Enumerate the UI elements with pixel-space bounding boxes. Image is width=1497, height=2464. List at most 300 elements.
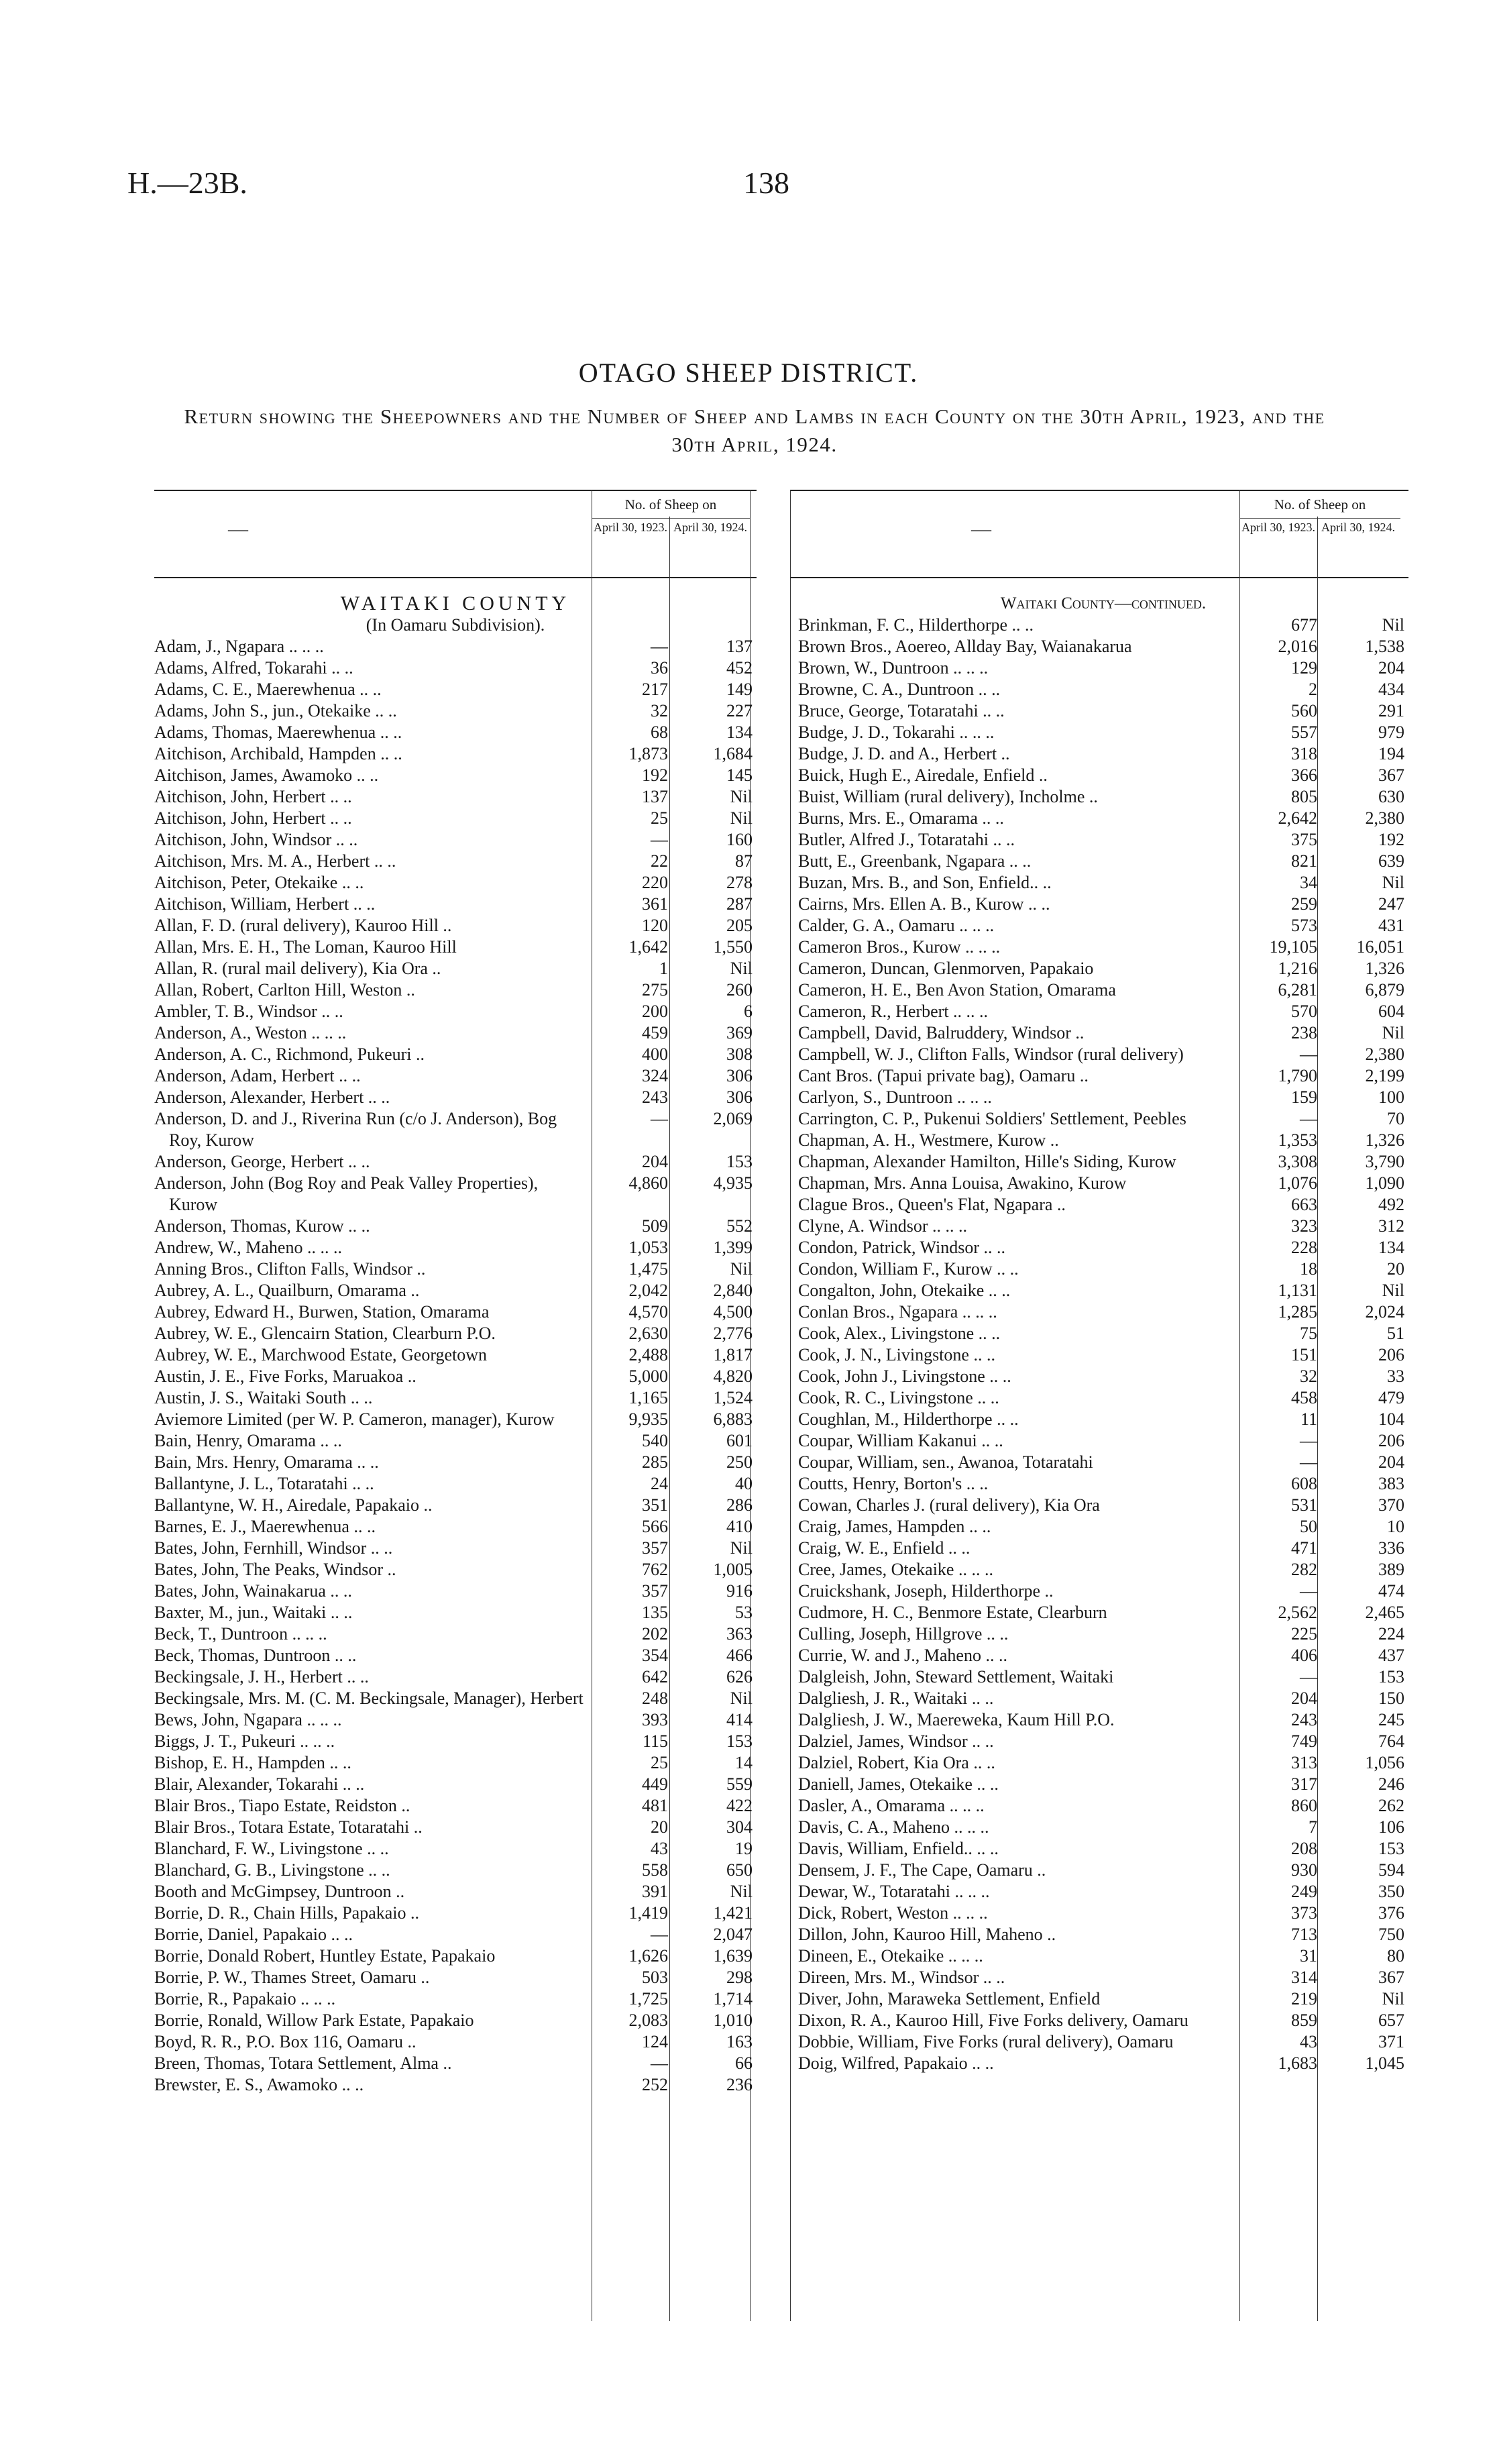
sheep-1923: 6,281 <box>1278 980 1317 1000</box>
table-row <box>798 1151 1408 1173</box>
owner-name: Dixon, R. A., Kauroo Hill, Five Forks delivery, Oamaru <box>798 2011 1188 2030</box>
table-row <box>154 1881 757 1903</box>
owner-name: Condon, Patrick, Windsor .. .. <box>798 1238 1006 1257</box>
sheep-1924: 626 <box>726 1667 753 1686</box>
table-row <box>154 1903 757 1924</box>
owner-name: Borrie, Daniel, Papakaio .. .. <box>154 1925 353 1944</box>
sheep-1923: 1,053 <box>628 1238 668 1257</box>
table-row <box>154 851 757 872</box>
sheep-1923: 1,475 <box>628 1259 668 1279</box>
sheep-1924: 100 <box>1378 1087 1404 1107</box>
sheep-1923: 481 <box>642 1796 668 1815</box>
table-row <box>798 1237 1408 1258</box>
table-row <box>798 1516 1408 1538</box>
sheep-1923: 220 <box>642 873 668 892</box>
owner-name: Aitchison, James, Awamoko .. .. <box>154 765 379 785</box>
sheep-1923: 159 <box>1291 1087 1317 1107</box>
owner-name: Coupar, William, sen., Awanoa, Totaratahi <box>798 1452 1093 1472</box>
table-row <box>798 1688 1408 1709</box>
table-row <box>798 894 1408 915</box>
owner-name: Aitchison, John, Windsor .. .. <box>154 830 358 849</box>
table-row <box>154 657 757 679</box>
table-row <box>154 765 757 786</box>
sheep-1923: — <box>651 637 668 656</box>
sheep-1924: Nil <box>1382 873 1404 892</box>
return-subtitle: Return showing the Sheepowners and the Number of Sheep and Lambs in each County on the 30th April, 1923, and the 30th April, 1924. <box>184 405 1325 456</box>
sheep-1923: 43 <box>651 1839 668 1858</box>
sheep-1923: 248 <box>642 1689 668 1708</box>
sheep-1923: 642 <box>642 1667 668 1686</box>
sheep-1924: Nil <box>1382 1023 1404 1042</box>
header-sheep-on: No. of Sheep on <box>592 491 750 519</box>
sheep-1924: 192 <box>1378 830 1404 849</box>
table-row <box>154 1559 757 1581</box>
owner-name: Aitchison, Peter, Otekaike .. .. <box>154 873 364 892</box>
sheep-1924: 16,051 <box>1356 937 1404 957</box>
table-row <box>154 958 757 979</box>
owner-name: Buzan, Mrs. B., and Son, Enfield.. .. <box>798 873 1052 892</box>
sheep-1923: 317 <box>1291 1774 1317 1794</box>
sheep-1924: 14 <box>735 1753 753 1772</box>
owner-name: Calder, G. A., Oamaru .. .. .. <box>798 916 995 935</box>
table-row <box>798 722 1408 743</box>
owner-name: Anderson, Thomas, Kurow .. .. <box>154 1216 370 1236</box>
sheep-1924: 750 <box>1378 1925 1404 1944</box>
sheep-1924: 367 <box>1378 765 1404 785</box>
owner-name: Anderson, John (Bog Roy and Peak Valley Properties), Kurow <box>154 1173 539 1214</box>
sheep-1923: — <box>1300 1581 1317 1601</box>
owner-name: Aubrey, W. E., Glencairn Station, Clearburn P.O. <box>154 1324 496 1343</box>
sheep-1924: 1,817 <box>713 1345 753 1364</box>
sheep-1923: 2,042 <box>628 1281 668 1300</box>
table-row <box>798 1473 1408 1495</box>
sheep-1924: 601 <box>726 1431 753 1450</box>
owner-name: Cameron, Duncan, Glenmorven, Papakaio <box>798 959 1094 978</box>
owner-name: Anderson, A., Weston .. .. .. <box>154 1023 347 1042</box>
sheep-1924: 1,326 <box>1365 1130 1404 1150</box>
sheep-1923: 24 <box>651 1474 668 1493</box>
sheep-1923: 19,105 <box>1269 937 1317 957</box>
table-row <box>798 936 1408 958</box>
sheep-1923: 2,630 <box>628 1324 668 1343</box>
owner-name: Diver, John, Maraweka Settlement, Enfield <box>798 1989 1101 2008</box>
sheep-1924: 422 <box>726 1796 753 1815</box>
table-row <box>154 722 757 743</box>
sheep-1923: 285 <box>642 1452 668 1472</box>
sheep-1924: 350 <box>1378 1882 1404 1901</box>
sheep-1923: 36 <box>651 658 668 678</box>
sheep-1923: 243 <box>1291 1710 1317 1729</box>
sheep-1924: 2,380 <box>1365 1044 1404 1064</box>
sheep-1924: 1,421 <box>713 1903 753 1923</box>
owner-name: Brinkman, F. C., Hilderthorpe .. .. <box>798 615 1034 635</box>
table-row <box>798 1752 1408 1774</box>
sheep-1923: 208 <box>1291 1839 1317 1858</box>
owner-name: Dalziel, Robert, Kia Ora .. .. <box>798 1753 995 1772</box>
right-list <box>790 593 1408 2074</box>
sheep-1923: — <box>1300 1044 1317 1064</box>
sheep-1923: 573 <box>1291 916 1317 935</box>
sheep-1924: 4,935 <box>713 1173 753 1193</box>
sheep-1923: 821 <box>1291 851 1317 871</box>
sheep-1924: 260 <box>726 980 753 1000</box>
sheep-1924: 66 <box>735 2053 753 2073</box>
sheep-1924: 160 <box>726 830 753 849</box>
sheep-1924: 153 <box>726 1152 753 1171</box>
table-row <box>154 743 757 765</box>
sheep-1924: 150 <box>1378 1689 1404 1708</box>
owner-name: Brown Bros., Aoereo, Allday Bay, Waianakarua <box>798 637 1132 656</box>
owner-name: Anderson, George, Herbert .. .. <box>154 1152 370 1171</box>
table-row <box>154 1323 757 1344</box>
owner-name: Borrie, Ronald, Willow Park Estate, Papakaio <box>154 2011 474 2030</box>
owner-name: Burns, Mrs. E., Omarama .. .. <box>798 808 1004 828</box>
header-date-1924: April 30, 1924. <box>673 521 747 534</box>
table-row <box>798 2053 1408 2074</box>
table-row <box>154 636 757 657</box>
sheep-1923: 204 <box>1291 1689 1317 1708</box>
sheep-1924: 1,714 <box>713 1989 753 2008</box>
sheep-1924: 1,684 <box>713 744 753 763</box>
owner-name: Anderson, D. and J., Riverina Run (c/o J. Anderson), Bog Roy, Kurow <box>154 1109 557 1150</box>
sheep-1924: 1,538 <box>1365 637 1404 656</box>
owner-name: Coupar, William Kakanui .. .. <box>798 1431 1003 1450</box>
sheep-1923: 351 <box>642 1495 668 1515</box>
sheep-1924: 250 <box>726 1452 753 1472</box>
sheep-1923: 354 <box>642 1646 668 1665</box>
owner-name: Allan, F. D. (rural delivery), Kauroo Hill .. <box>154 916 452 935</box>
owner-name: Beckingsale, J. H., Herbert .. .. <box>154 1667 369 1686</box>
sheep-1924: 53 <box>735 1603 753 1622</box>
sheep-1923: 25 <box>651 1753 668 1772</box>
sheep-1923: 357 <box>642 1538 668 1558</box>
table-row <box>798 1173 1408 1194</box>
table-row <box>798 2010 1408 2031</box>
table-row <box>154 872 757 894</box>
owner-name: Bishop, E. H., Hampden .. .. <box>154 1753 351 1772</box>
owner-name: Biggs, J. T., Pukeuri .. .. .. <box>154 1731 335 1751</box>
owner-name: Condon, William F., Kurow .. .. <box>798 1259 1019 1279</box>
sheep-1924: 291 <box>1378 701 1404 720</box>
sheep-1924: 376 <box>1378 1903 1404 1923</box>
owner-name: Austin, J. E., Five Forks, Maruakoa .. <box>154 1367 417 1386</box>
owner-name: Clyne, A. Windsor .. .. .. <box>798 1216 967 1236</box>
page-reference: H.—23B. <box>127 166 247 200</box>
table-row <box>154 1495 757 1516</box>
sheep-1923: 323 <box>1291 1216 1317 1236</box>
sheep-1923: 25 <box>651 808 668 828</box>
table-row <box>154 1623 757 1645</box>
owner-name: Brown, W., Duntroon .. .. .. <box>798 658 989 678</box>
owner-name: Austin, J. S., Waitaki South .. .. <box>154 1388 373 1407</box>
table-row <box>798 1194 1408 1216</box>
owner-name: Breen, Thomas, Totara Settlement, Alma .. <box>154 2053 452 2073</box>
owner-name: Cook, J. N., Livingstone .. .. <box>798 1345 995 1364</box>
owner-name: Aitchison, John, Herbert .. .. <box>154 787 352 806</box>
sheep-1924: 559 <box>726 1774 753 1794</box>
sheep-1924: 650 <box>726 1860 753 1880</box>
owner-name: Adams, Thomas, Maerewhenua .. .. <box>154 722 402 742</box>
owner-name: Direen, Mrs. M., Windsor .. .. <box>798 1968 1005 1987</box>
sheep-1923: 9,935 <box>628 1409 668 1429</box>
header-dash: — <box>228 518 248 540</box>
sheep-1923: 558 <box>642 1860 668 1880</box>
owner-name: Blair Bros., Tiapo Estate, Reidston .. <box>154 1796 410 1815</box>
table-row <box>798 1645 1408 1666</box>
sheep-1924: 194 <box>1378 744 1404 763</box>
sheep-1923: 375 <box>1291 830 1317 849</box>
table-row <box>154 1538 757 1559</box>
table-row <box>798 786 1408 808</box>
sheep-1924: 247 <box>1378 894 1404 914</box>
owner-name: Cook, Alex., Livingstone .. .. <box>798 1324 1001 1343</box>
sheep-1924: 227 <box>726 701 753 720</box>
table-row <box>154 1774 757 1795</box>
table-row <box>798 1280 1408 1301</box>
sheep-1924: 1,090 <box>1365 1173 1404 1193</box>
sheep-1924: 2,840 <box>713 1281 753 1300</box>
sheep-1923: 1,353 <box>1278 1130 1317 1150</box>
owner-name: Daniell, James, Otekaike .. .. <box>798 1774 999 1794</box>
table-row <box>798 1988 1408 2010</box>
sheep-1924: 764 <box>1378 1731 1404 1751</box>
table-row <box>154 1473 757 1495</box>
sheep-1923: 1,285 <box>1278 1302 1317 1322</box>
owner-name: Davis, William, Enfield.. .. .. <box>798 1839 999 1858</box>
owner-name: Cowan, Charles J. (rural delivery), Kia Ora <box>798 1495 1100 1515</box>
sheep-1923: 393 <box>642 1710 668 1729</box>
sheep-1923: 238 <box>1291 1023 1317 1042</box>
sheep-1923: 20 <box>651 1817 668 1837</box>
table-row <box>154 1409 757 1430</box>
sheep-1924: 306 <box>726 1087 753 1107</box>
owner-name: Barnes, E. J., Maerewhenua .. .. <box>154 1517 376 1536</box>
sheep-1924: 40 <box>735 1474 753 1493</box>
owner-name: Coutts, Henry, Borton's .. .. <box>798 1474 989 1493</box>
sheep-1923: 50 <box>1300 1517 1317 1536</box>
table-row <box>798 1838 1408 1860</box>
owner-name: Campbell, W. J., Clifton Falls, Windsor (rural delivery) <box>798 1044 1184 1064</box>
sheep-1923: 608 <box>1291 1474 1317 1493</box>
sheep-1924: 371 <box>1378 2032 1404 2051</box>
table-row <box>798 1709 1408 1731</box>
table-row <box>798 1044 1408 1065</box>
sheep-1923: 749 <box>1291 1731 1317 1751</box>
owner-name: Cook, R. C., Livingstone .. .. <box>798 1388 999 1407</box>
table-row <box>798 1387 1408 1409</box>
sheep-1924: 1,326 <box>1365 959 1404 978</box>
sheep-1924: 312 <box>1378 1216 1404 1236</box>
sheep-1924: 2,380 <box>1365 808 1404 828</box>
sheep-1923: 200 <box>642 1002 668 1021</box>
sheep-1923: 4,860 <box>628 1173 668 1193</box>
sheep-1924: 306 <box>726 1066 753 1085</box>
table-row <box>798 1538 1408 1559</box>
table-row <box>154 1795 757 1817</box>
owner-name: Congalton, John, Otekaike .. .. <box>798 1281 1011 1300</box>
table-row <box>154 1688 757 1709</box>
header-date-1923: April 30, 1923. <box>1241 521 1315 534</box>
owner-name: Bates, John, Wainakarua .. .. <box>154 1581 352 1601</box>
sheep-1924: 434 <box>1378 680 1404 699</box>
table-row <box>798 1666 1408 1688</box>
sheep-1923: 228 <box>1291 1238 1317 1257</box>
table-row <box>154 915 757 936</box>
sheep-1924: 410 <box>726 1517 753 1536</box>
sheep-1923: 391 <box>642 1882 668 1901</box>
table-row <box>798 1817 1408 1838</box>
owner-name: Baxter, M., jun., Waitaki .. .. <box>154 1603 353 1622</box>
sheep-1924: 205 <box>726 916 753 935</box>
owner-name: Carrington, C. P., Pukenui Soldiers' Settlement, Peebles <box>798 1109 1186 1128</box>
sheep-1924: 594 <box>1378 1860 1404 1880</box>
header-date-1923: April 30, 1923. <box>594 521 667 534</box>
sheep-1923: 4,570 <box>628 1302 668 1322</box>
table-row <box>798 1022 1408 1044</box>
sheep-1924: 206 <box>1378 1345 1404 1364</box>
owner-name: Ballantyne, W. H., Airedale, Papakaio .. <box>154 1495 433 1515</box>
sheep-1924: 369 <box>726 1023 753 1042</box>
table-row <box>798 1258 1408 1280</box>
owner-name: Aubrey, W. E., Marchwood Estate, Georgetown <box>154 1345 488 1364</box>
owner-name: Anderson, A. C., Richmond, Pukeuri .. <box>154 1044 425 1064</box>
sheep-1923: 1,642 <box>628 937 668 957</box>
owner-name: Buick, Hugh E., Airedale, Enfield .. <box>798 765 1048 785</box>
sheep-1923: 570 <box>1291 1002 1317 1021</box>
sheep-1923: 282 <box>1291 1560 1317 1579</box>
sheep-1924: 2,776 <box>713 1324 753 1343</box>
sheep-1923: 713 <box>1291 1925 1317 1944</box>
sheep-1924: 639 <box>1378 851 1404 871</box>
table-row <box>798 1216 1408 1237</box>
sheep-1923: 1,790 <box>1278 1066 1317 1085</box>
sheep-1924: 367 <box>1378 1968 1404 1987</box>
sheep-1923: 471 <box>1291 1538 1317 1558</box>
owner-name: Borrie, Donald Robert, Huntley Estate, Papakaio <box>154 1946 496 1966</box>
owner-name: Dalgliesh, J. W., Maereweka, Kaum Hill P.O. <box>798 1710 1115 1729</box>
sheep-1923: 1 <box>659 959 668 978</box>
owner-name: Craig, W. E., Enfield .. .. <box>798 1538 971 1558</box>
table-row <box>798 1581 1408 1602</box>
sheep-1924: 2,199 <box>1365 1066 1404 1085</box>
sheep-1924: 2,465 <box>1365 1603 1404 1622</box>
owner-name: Allan, Robert, Carlton Hill, Weston .. <box>154 980 415 1000</box>
table-row <box>798 1087 1408 1108</box>
sheep-1924: 20 <box>1387 1259 1404 1279</box>
sheep-1924: 1,399 <box>713 1238 753 1257</box>
owner-name: Budge, J. D., Tokarahi .. .. .. <box>798 722 995 742</box>
table-row <box>154 1967 757 1988</box>
owner-name: Blair, Alexander, Tokarahi .. .. <box>154 1774 365 1794</box>
table-row <box>154 979 757 1001</box>
sheep-1923: 560 <box>1291 701 1317 720</box>
owner-name: Aviemore Limited (per W. P. Cameron, manager), Kurow <box>154 1409 555 1429</box>
sheep-1923: 406 <box>1291 1646 1317 1665</box>
table-row <box>798 743 1408 765</box>
table-row <box>798 915 1408 936</box>
owner-name: Campbell, David, Balruddery, Windsor .. <box>798 1023 1085 1042</box>
owner-name: Cree, James, Otekaike .. .. .. <box>798 1560 993 1579</box>
sheep-1924: 466 <box>726 1646 753 1665</box>
table-row <box>798 1452 1408 1473</box>
sheep-1924: 2,024 <box>1365 1302 1404 1322</box>
table-row <box>154 1752 757 1774</box>
table-row <box>798 1945 1408 1967</box>
owner-name: Cameron, R., Herbert .. .. .. <box>798 1002 989 1021</box>
owner-name: Cook, John J., Livingstone .. .. <box>798 1367 1011 1386</box>
table-row <box>154 1924 757 1945</box>
sheep-1924: 604 <box>1378 1002 1404 1021</box>
sheep-1924: 389 <box>1378 1560 1404 1579</box>
sheep-1924: 479 <box>1378 1388 1404 1407</box>
table-row <box>154 1817 757 1838</box>
left-list <box>154 593 757 2096</box>
owner-name: Dasler, A., Omarama .. .. .. <box>798 1796 985 1815</box>
table-row <box>798 679 1408 700</box>
table-row <box>798 872 1408 894</box>
sheep-1924: 6,883 <box>713 1409 753 1429</box>
table-row <box>154 1387 757 1409</box>
table-row <box>154 1001 757 1022</box>
page-number: 138 <box>743 166 789 200</box>
left-table <box>154 490 757 2096</box>
table-row <box>798 1344 1408 1366</box>
owner-name: Cant Bros. (Tapui private bag), Oamaru .. <box>798 1066 1089 1085</box>
sheep-1923: 930 <box>1291 1860 1317 1880</box>
sheep-1924: 80 <box>1387 1946 1404 1966</box>
owner-name: Bates, John, The Peaks, Windsor .. <box>154 1560 396 1579</box>
sheep-1923: 557 <box>1291 722 1317 742</box>
sheep-1923: 366 <box>1291 765 1317 785</box>
owner-name: Clague Bros., Queen's Flat, Ngapara .. <box>798 1195 1066 1214</box>
table-row <box>154 2031 757 2053</box>
sheep-1923: 677 <box>1291 615 1317 635</box>
sheep-1924: Nil <box>730 1538 753 1558</box>
sheep-1923: 243 <box>642 1087 668 1107</box>
table-row <box>154 1581 757 1602</box>
owner-name: Craig, James, Hampden .. .. <box>798 1517 991 1536</box>
sheep-1924: 4,500 <box>713 1302 753 1322</box>
table-row <box>798 1001 1408 1022</box>
sheep-1923: — <box>651 830 668 849</box>
sheep-1923: 509 <box>642 1216 668 1236</box>
sheep-1923: 503 <box>642 1968 668 1987</box>
table-row <box>798 1774 1408 1795</box>
owner-name: Dewar, W., Totaratahi .. .. .. <box>798 1882 990 1901</box>
sheep-1924: 474 <box>1378 1581 1404 1601</box>
table-row <box>154 700 757 722</box>
table-row <box>798 1495 1408 1516</box>
table-row <box>154 679 757 700</box>
sheep-1924: Nil <box>730 1882 753 1901</box>
table-row <box>154 808 757 829</box>
owner-name: Bain, Henry, Omarama .. .. <box>154 1431 342 1450</box>
sheep-1923: 663 <box>1291 1195 1317 1214</box>
sheep-1923: 115 <box>642 1731 668 1751</box>
sheep-1924: 6 <box>744 1002 753 1021</box>
sheep-1923: 318 <box>1291 744 1317 763</box>
sheep-1924: 6,879 <box>1365 980 1404 1000</box>
sheep-1923: 531 <box>1291 1495 1317 1515</box>
owner-name: Adams, John S., jun., Otekaike .. .. <box>154 701 397 720</box>
header-date-1924: April 30, 1924. <box>1321 521 1395 534</box>
sheep-1923: 357 <box>642 1581 668 1601</box>
sheep-1924: 979 <box>1378 722 1404 742</box>
table-row <box>798 958 1408 979</box>
owner-name: Brewster, E. S., Awamoko .. .. <box>154 2075 364 2094</box>
sheep-1923: 566 <box>642 1517 668 1536</box>
sheep-1924: 657 <box>1378 2011 1404 2030</box>
